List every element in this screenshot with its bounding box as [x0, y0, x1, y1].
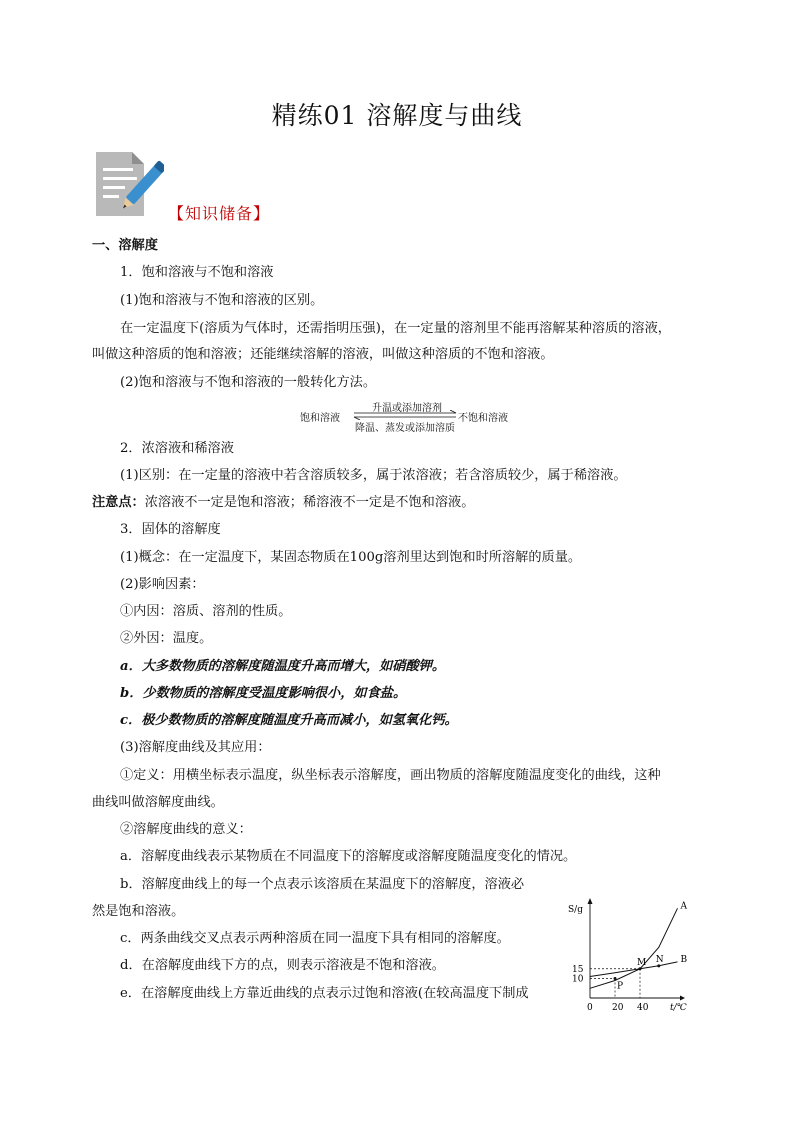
conversion-diagram	[300, 400, 515, 434]
text-line-bold: a．大多数物质的溶解度随温度升高而增大，如硝酸钾。	[120, 659, 446, 674]
text-line: (1)饱和溶液与不饱和溶液的区别。	[120, 293, 324, 308]
x-axis-arrow	[680, 996, 685, 1001]
conversion-top: 升温或添加溶剂	[372, 403, 442, 414]
conversion-right: 不饱和溶液	[458, 413, 508, 424]
page-title: 精练01 溶解度与曲线	[271, 101, 523, 130]
y-tick-label: 15	[572, 964, 584, 975]
conversion-bottom: 降温、蒸发或添加溶质	[355, 423, 455, 434]
x-tick-label: 40	[637, 1003, 649, 1013]
document-pen-icon	[92, 150, 164, 220]
subheading-solid-solubility: 3．固体的溶解度	[120, 522, 221, 537]
text-line: 曲线叫做溶解度曲线。	[92, 795, 224, 810]
text-line: ②溶解度曲线的意义：	[120, 822, 252, 837]
text-line: b．溶解度曲线上的每一个点表示该溶质在某温度下的溶解度，溶液必	[120, 877, 525, 892]
y-axis-label: S/g	[568, 905, 583, 915]
solubility-chart	[562, 886, 702, 1014]
note-text: 浓溶液不一定是饱和溶液；稀溶液不一定是不饱和溶液。	[144, 495, 475, 510]
section-label: 【知识储备】	[168, 204, 271, 223]
heading-solubility: 一、溶解度	[92, 238, 158, 253]
text-line: (1)区别：在一定量的溶液中若含溶质较多，属于浓溶液；若含溶质较少，属于稀溶液。	[120, 468, 627, 483]
text-line: c．两条曲线交叉点表示两种溶质在同一温度下具有相同的溶解度。	[120, 931, 510, 946]
curve-A	[590, 908, 678, 988]
x-tick-label: 20	[612, 1003, 624, 1013]
text-line: 在一定温度下(溶质为气体时，还需指明压强)，在一定量的溶剂里不能再溶解某种溶质的溶液，	[120, 321, 671, 336]
text-line: ①定义：用横坐标表示温度，纵坐标表示溶解度，画出物质的溶解度随温度变化的曲线，这种	[120, 768, 661, 783]
note-label: 注意点：	[92, 495, 145, 510]
y-axis-arrow	[588, 898, 593, 904]
point-P	[614, 977, 617, 980]
text-line: ②外因：温度。	[120, 631, 213, 646]
y-tick-label: 10	[572, 974, 584, 985]
text-line: (3)溶解度曲线及其应用：	[120, 740, 271, 755]
text-line: a．溶解度曲线表示某物质在不同温度下的溶解度或溶解度随温度变化的情况。	[120, 849, 577, 864]
text-line: 然是饱和溶液。	[92, 904, 185, 919]
point-label-P: P	[617, 981, 624, 992]
x-axis-label: t/℃	[670, 1003, 687, 1013]
text-line: ①内因：溶质、溶剂的性质。	[120, 604, 292, 619]
note-line	[92, 494, 474, 512]
text-line: d．在溶解度曲线下方的点，则表示溶液是不饱和溶液。	[120, 958, 445, 973]
text-line: e．在溶解度曲线上方靠近曲线的点表示过饱和溶液(在较高温度下制成	[120, 986, 529, 1001]
text-line: (1)概念：在一定温度下，某固态物质在100g溶剂里达到饱和时所溶解的质量。	[120, 550, 582, 565]
x-tick-label: 0	[587, 1003, 593, 1013]
conversion-arrows	[352, 410, 460, 420]
text-line: (2)影响因素：	[120, 577, 205, 592]
text-line: 叫做这种溶质的饱和溶液；还能继续溶解的溶液，叫做这种溶质的不饱和溶液。	[92, 347, 554, 362]
curve-label-B: B	[680, 954, 688, 965]
subheading-saturated: 1．饱和溶液与不饱和溶液	[120, 265, 274, 280]
curve-label-A: A	[680, 901, 687, 912]
conversion-left: 饱和溶液	[300, 413, 340, 424]
subheading-concentration: 2．浓溶液和稀溶液	[120, 441, 234, 456]
point-label-N: N	[655, 954, 664, 965]
text-line-bold: b．少数物质的溶解度受温度影响很小，如食盐。	[120, 686, 407, 701]
point-label-M: M	[637, 957, 647, 968]
text-line-bold: c．极少数物质的溶解度随温度升高而减小，如氢氧化钙。	[120, 713, 458, 728]
text-line: (2)饱和溶液与不饱和溶液的一般转化方法。	[120, 375, 377, 390]
curve-B	[590, 962, 678, 977]
